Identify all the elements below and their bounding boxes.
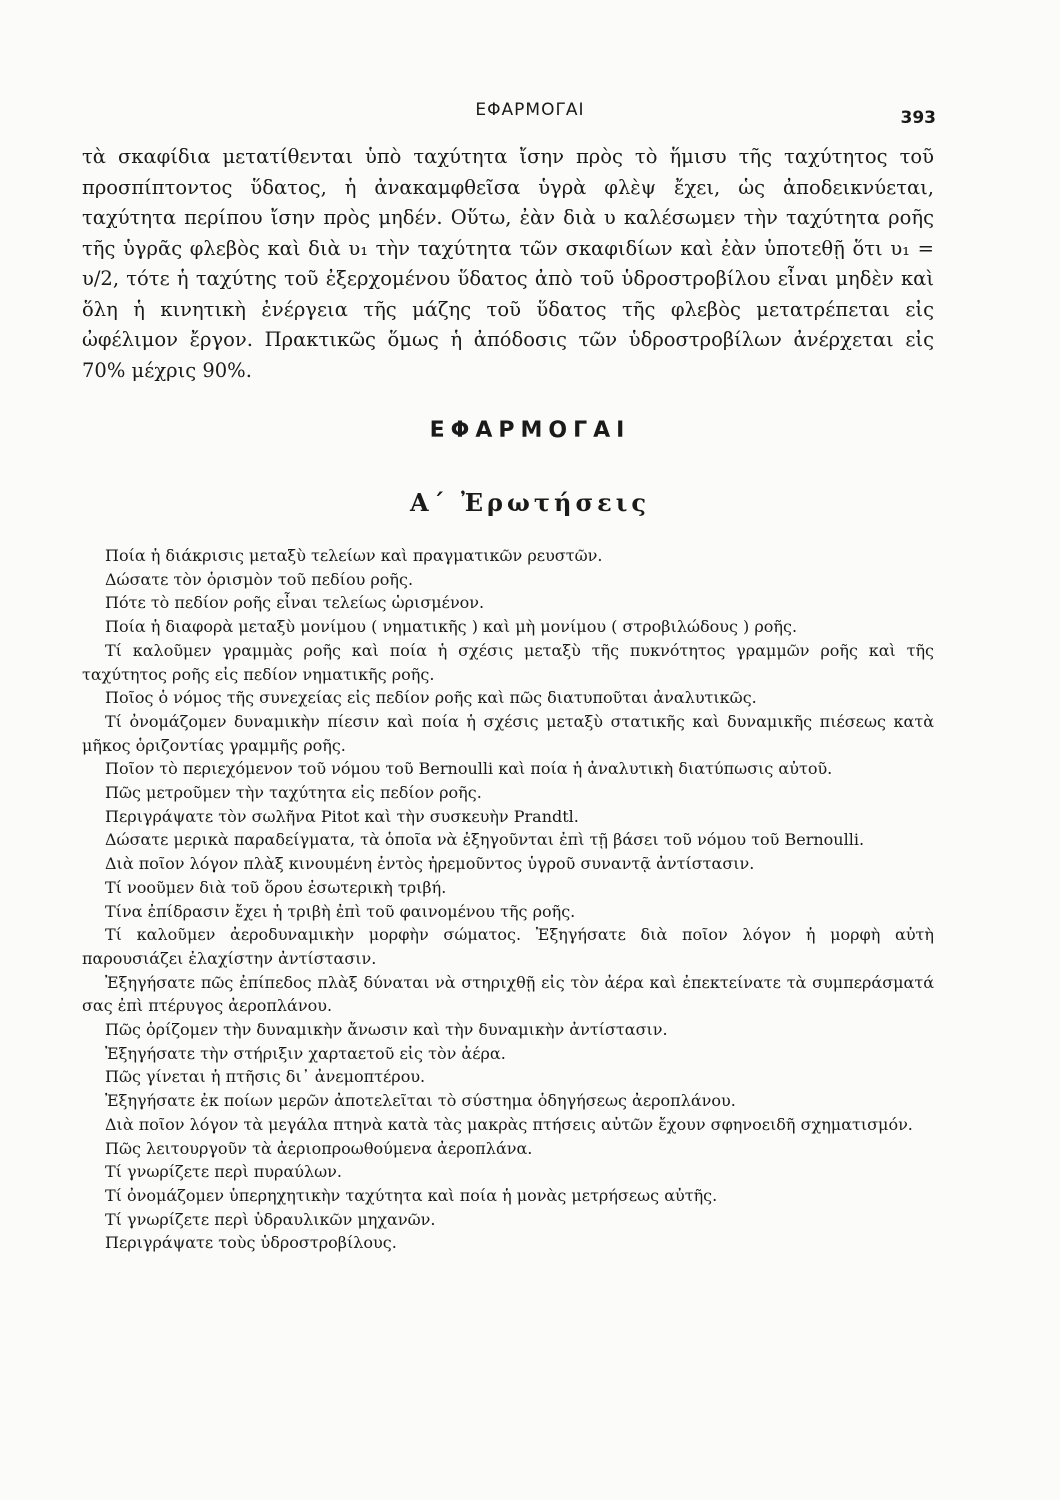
question-item: Ποῖον τὸ περιεχόμενον τοῦ νόμου τοῦ Bernoulli καὶ ποία ἡ ἀναλυτικὴ διατύπωσις αὐτοῦ. — [105, 759, 833, 779]
question-item: Τί ὀνομάζομεν ὑπερηχητικὴν ταχύτητα καὶ ποία ἡ μονὰς μετρήσεως αὐτῆς. — [105, 1185, 718, 1205]
question-item: Ἐξηγήσατε ἐκ ποίων μερῶν ἀποτελεῖται τὸ σύστημα ὁδηγήσεως ἀεροπλάνου. — [105, 1091, 736, 1111]
question-item: Διὰ ποῖον λόγον τὰ μεγάλα πτηνὰ κατὰ τὰς μακρὰς πτήσεις αὐτῶν ἔχουν σφηνοειδῆ σχηματισμόν. — [105, 1114, 913, 1134]
question-item: Ποία ἡ διαφορὰ μεταξὺ μονίμου ( νηματικῆς ) καὶ μὴ μονίμου ( στροβιλώδους ) ροῆς. — [105, 617, 798, 637]
question-item: Τί νοοῦμεν διὰ τοῦ ὅρου ἐσωτερικὴ τριβή. — [105, 877, 447, 897]
section-subtitle: Α΄ Ἐρωτήσεις — [410, 488, 650, 517]
question-item: Τί ὀνομάζομεν δυναμικὴν πίεσιν καὶ ποία ἡ σχέσις μεταξὺ στατικῆς καὶ δυναμικῆς πιέσεως κατὰ μῆκος ὁριζοντίας γραμμῆς ροῆς. — [82, 711, 934, 755]
question-item: Πῶς γίνεται ἡ πτῆσις δι᾿ ἀνεμοπτέρου. — [105, 1067, 426, 1087]
question-item: Πῶς μετροῦμεν τὴν ταχύτητα εἰς πεδίον ροῆς. — [105, 783, 482, 803]
question-item: Τίνα ἐπίδρασιν ἔχει ἡ τριβὴ ἐπὶ τοῦ φαινομένου τῆς ροῆς. — [105, 901, 576, 921]
question-item: Δώσατε τὸν ὁρισμὸν τοῦ πεδίου ροῆς. — [105, 569, 414, 589]
question-item: Διὰ ποῖον λόγον πλὰξ κινουμένη ἐντὸς ἠρεμοῦντος ὑγροῦ συναντᾷ ἀντίστασιν. — [105, 854, 755, 874]
question-item: Πῶς ὁρίζομεν τὴν δυναμικὴν ἄνωσιν καὶ τὴν δυναμικὴν ἀντίστασιν. — [105, 1020, 668, 1040]
question-item: Ποῖος ὁ νόμος τῆς συνεχείας εἰς πεδίον ροῆς καὶ πῶς διατυποῦται ἀναλυτικῶς. — [105, 688, 757, 708]
question-item: Τί καλοῦμεν γραμμὰς ροῆς καὶ ποία ἡ σχέσις μεταξὺ τῆς πυκνότητος γραμμῶν ροῆς καὶ τῆς ταχύτητος ροῆς εἰς πεδίον νηματικῆς ροῆς. — [82, 640, 934, 684]
question-item: Περιγράψατε τὸν σωλῆνα Pitot καὶ τὴν συσκευὴν Prandtl. — [105, 806, 579, 826]
question-list — [82, 544, 934, 1255]
question-item: Τί καλοῦμεν ἀεροδυναμικὴν μορφὴν σώματος. Ἐξηγήσατε διὰ ποῖον λόγον ἡ μορφὴ αὐτὴ παρουσιάζει ἐλαχίστην ἀντίστασιν. — [82, 925, 934, 968]
section-title: ΕΦΑΡΜΟΓΑΙ — [429, 418, 631, 443]
page-number: 393 — [900, 108, 936, 128]
question-item: Τί γνωρίζετε περὶ πυραύλων. — [105, 1162, 342, 1182]
question-item: Δώσατε μερικὰ παραδείγματα, τὰ ὁποῖα νὰ ἐξηγοῦνται ἐπὶ τῇ βάσει τοῦ νόμου τοῦ Bernoulli. — [105, 830, 865, 850]
question-item: Ἐξηγήσατε τὴν στήριξιν χαρταετοῦ εἰς τὸν ἀέρα. — [105, 1043, 506, 1063]
question-item: Ἐξηγήσατε πῶς ἐπίπεδος πλὰξ δύναται νὰ στηριχθῇ εἰς τὸν ἀέρα καὶ ἐπεκτείνατε τὰ συμπεράσματά σας ἐπὶ πτέρυγος ἀεροπλάνου. — [82, 972, 934, 1016]
intro-paragraph: τὰ σκαφίδια μετατίθενται ὑπὸ ταχύτητα ἴσην πρὸς τὸ ἥμισυ τῆς ταχύτητος τοῦ προσπίπτοντος ὕδατος, ἡ ἀνακαμφθεῖσα ὑγρὰ φλὲψ ἔχει, ὡς ἀποδεικνύεται, ταχύτητα περίπου ἴσην πρὸς μηδέν. Οὕτω, ἐὰν διὰ υ καλέσωμεν τὴν ταχύτητα ροῆς τῆς ὑγρᾶς φλεβὸς καὶ διὰ υ₁ τὴν ταχύτητα τῶν σκαφιδίων καὶ ἐὰν ὑποτεθῇ ὅτι υ₁ = υ/2, τότε ἡ ταχύτης τοῦ ἐξερχομένου ὕδατος ἀπὸ τοῦ ὑδροστροβίλου εἶναι μηδὲν καὶ ὅλη ἡ κινητικὴ ἐνέργεια τῆς μάζης τοῦ ὕδατος τῆς φλεβὸς μετατρέπεται εἰς ὠφέλιμον ἔργον. Πρακτικῶς ὅμως ἡ ἀπόδοσις τῶν ὑδροστροβίλων ἀνέρχεται εἰς 70% μέχρις 90%. — [82, 145, 934, 382]
question-item: Ποία ἡ διάκρισις μεταξὺ τελείων καὶ πραγματικῶν ρευστῶν. — [105, 546, 603, 565]
question-item: Τί γνωρίζετε περὶ ὑδραυλικῶν μηχανῶν. — [105, 1209, 436, 1229]
question-item: Πῶς λειτουργοῦν τὰ ἀεριοπροωθούμενα ἀεροπλάνα. — [105, 1138, 533, 1158]
running-title: ΕΦΑΡΜΟΓΑΙ — [475, 100, 585, 120]
question-item: Πότε τὸ πεδίον ροῆς εἶναι τελείως ὡρισμένον. — [105, 593, 485, 613]
question-item: Περιγράψατε τοὺς ὑδροστροβίλους. — [105, 1233, 397, 1253]
